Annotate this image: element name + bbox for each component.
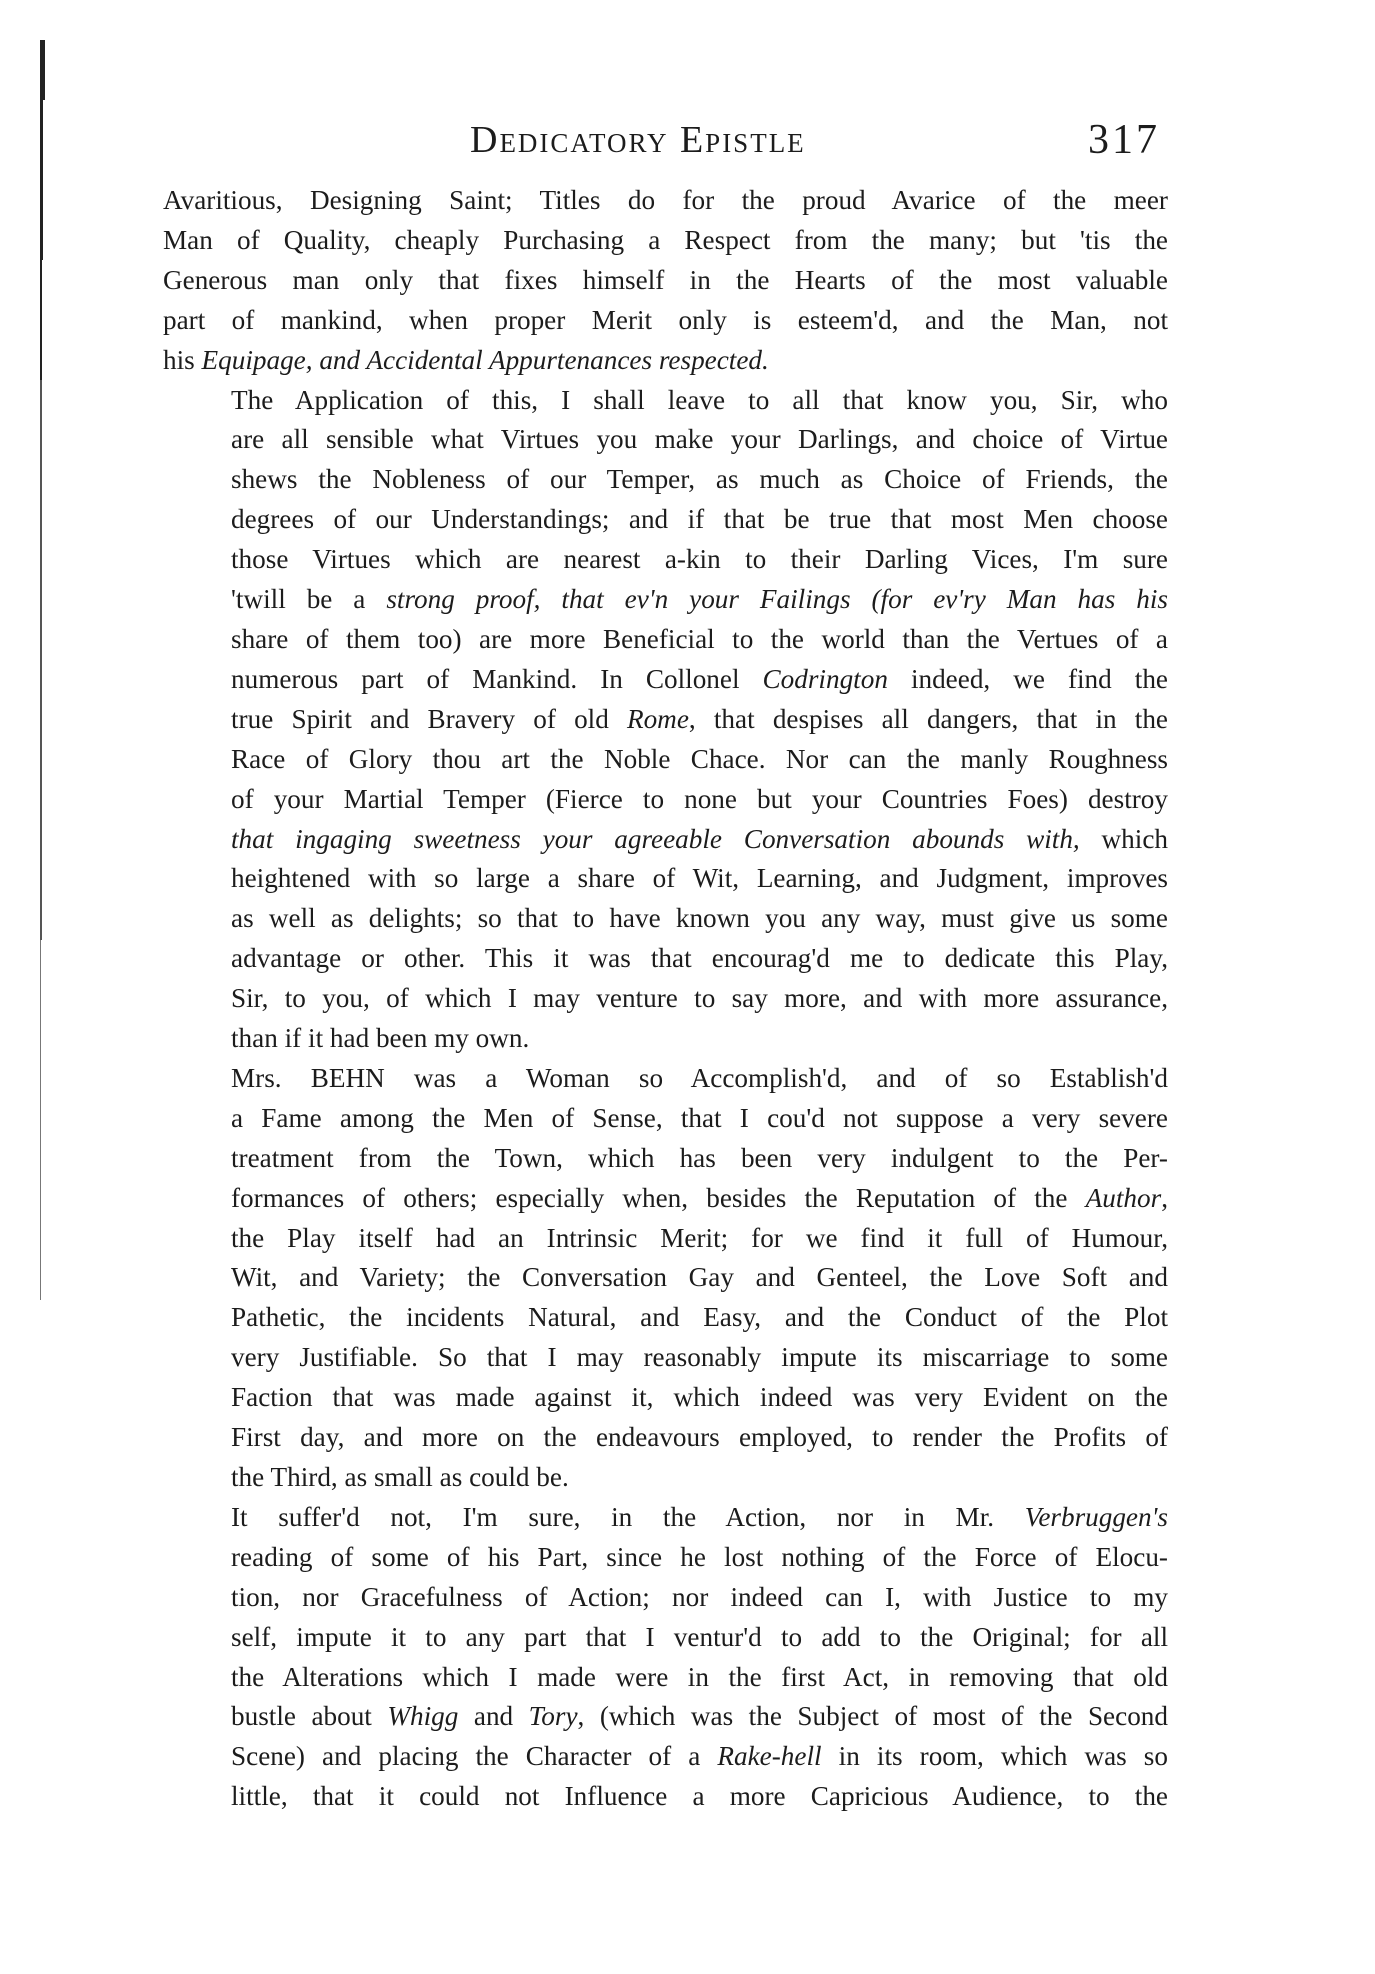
text-line: numerous part of Mankind. In Collonel Codrington indeed, we find the [231, 663, 1168, 694]
page-number: 317 [1088, 117, 1160, 163]
text-line: It suffer'd not, I'm sure, in the Action, nor in Mr. Verbruggen's [231, 1501, 1168, 1532]
text-line: The Application of this, I shall leave to all that know you, Sir, who [231, 384, 1168, 415]
text-line: a Fame among the Men of Sense, that I cou'd not suppose a very severe [231, 1102, 1168, 1133]
text-line: heightened with so large a share of Wit, Learning, and Judgment, improves [231, 863, 1168, 894]
text-line: are all sensible what Virtues you make your Darlings, and choice of Virtue [231, 424, 1168, 455]
text-line: 'twill be a strong proof, that ev'n your Failings (for ev'ry Man has his [231, 584, 1168, 615]
paragraph [163, 381, 1168, 1059]
text-line: the Alterations which I made were in the first Act, in removing that old [231, 1661, 1168, 1692]
text-line: shews the Nobleness of our Temper, as much as Choice of Friends, the [231, 464, 1168, 495]
text-line: Pathetic, the incidents Natural, and Easy, and the Conduct of the Plot [231, 1302, 1168, 1333]
text-line: Sir, to you, of which I may venture to say more, and with more assurance, [231, 983, 1168, 1014]
text-line: his Equipage, and Accidental Appurtenances respected. [163, 344, 769, 375]
running-title: Dedicatory Epistle [470, 119, 806, 161]
text-line: Wit, and Variety; the Conversation Gay and Genteel, the Love Soft and [231, 1262, 1168, 1293]
text-line: those Virtues which are nearest a-kin to their Darling Vices, I'm sure [231, 544, 1168, 575]
text-line: Generous man only that fixes himself in the Hearts of the most valuable [163, 264, 1168, 295]
text-line: degrees of our Understandings; and if that be true that most Men choose [231, 504, 1168, 535]
binding-shadow [40, 40, 46, 1300]
text-line: Man of Quality, cheaply Purchasing a Respect from the many; but 'tis the [163, 224, 1168, 255]
text-line: of your Martial Temper (Fierce to none but your Countries Foes) destroy [231, 783, 1168, 814]
text-line: Race of Glory thou art the Noble Chace. Nor can the manly Roughness [231, 743, 1168, 774]
paragraph [163, 181, 1168, 381]
text-line: little, that it could not Influence a more Capricious Audience, to the [231, 1781, 1168, 1812]
text-line: Scene) and placing the Character of a Rake-hell in its room, which was so [231, 1741, 1168, 1772]
text-line: share of them too) are more Beneficial to the world than the Vertues of a [231, 623, 1168, 654]
text-line: tion, nor Gracefulness of Action; nor indeed can I, with Justice to my [231, 1581, 1168, 1612]
paragraph [163, 1059, 1168, 1498]
text-line: advantage or other. This it was that encourag'd me to dedicate this Play, [231, 943, 1168, 974]
text-line: treatment from the Town, which has been very indulgent to the Per- [231, 1142, 1168, 1173]
text-line: that ingaging sweetness your agreeable Conversation abounds with, which [231, 823, 1168, 854]
text-line: Mrs. BEHN was a Woman so Accomplish'd, and of so Establish'd [231, 1062, 1168, 1093]
text-line: the Play itself had an Intrinsic Merit; for we find it full of Humour, [231, 1222, 1168, 1253]
text-line: the Third, as small as could be. [231, 1462, 569, 1492]
paragraph [163, 1498, 1168, 1817]
text-line: part of mankind, when proper Merit only is esteem'd, and the Man, not [163, 304, 1168, 335]
text-line: Faction that was made against it, which indeed was very Evident on the [231, 1382, 1168, 1413]
text-line: reading of some of his Part, since he lost nothing of the Force of Elocu- [231, 1541, 1168, 1572]
text-line: very Justifiable. So that I may reasonably impute its miscarriage to some [231, 1342, 1168, 1373]
text-line: self, impute it to any part that I ventur'd to add to the Original; for all [231, 1621, 1168, 1652]
text-line: formances of others; especially when, besides the Reputation of the Author, [231, 1182, 1168, 1213]
text-line: First day, and more on the endeavours employed, to render the Profits of [231, 1422, 1168, 1453]
body-text [163, 181, 1168, 1817]
running-head [160, 112, 1160, 172]
text-line: Avaritious, Designing Saint; Titles do for the proud Avarice of the meer [163, 185, 1168, 215]
text-line: true Spirit and Bravery of old Rome, that despises all dangers, that in the [231, 703, 1168, 734]
text-line: bustle about Whigg and Tory, (which was the Subject of most of the Second [231, 1701, 1168, 1732]
text-line: than if it had been my own. [231, 1023, 530, 1054]
text-line: as well as delights; so that to have known you any way, must give us some [231, 903, 1168, 934]
